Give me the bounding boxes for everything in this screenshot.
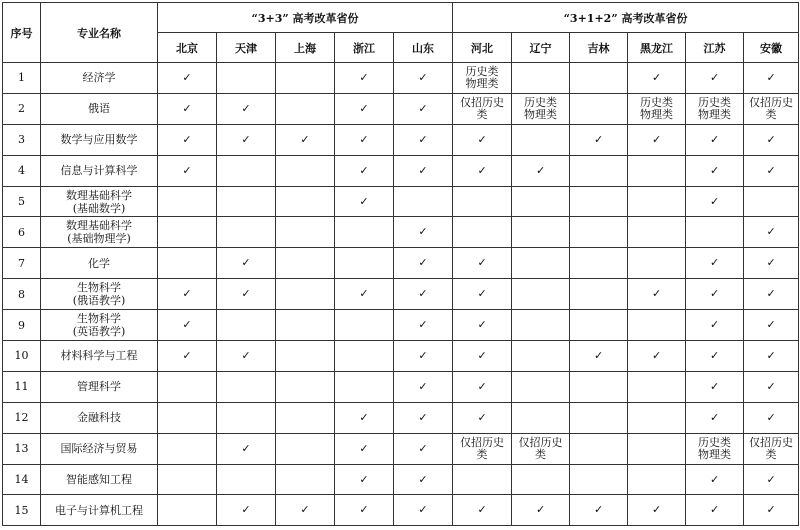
empty-cell [276,464,335,495]
table-row [3,371,799,402]
check-mark-icon: ✓ [453,371,512,402]
check-mark-icon: ✓ [158,155,217,186]
empty-cell [158,186,217,217]
row-number: 2 [3,93,41,124]
subject-note: 仅招历史 类 [512,433,570,464]
empty-cell [512,310,570,341]
province-header: 山东 [394,33,453,63]
empty-cell [570,248,628,279]
empty-cell [570,371,628,402]
row-number: 11 [3,371,41,402]
table-row [3,63,799,94]
empty-cell [335,217,394,248]
check-mark-icon: ✓ [276,495,335,526]
table-row [3,310,799,341]
row-number: 10 [3,341,41,372]
empty-cell [512,341,570,372]
check-mark-icon: ✓ [394,402,453,433]
check-mark-icon: ✓ [394,341,453,372]
check-mark-icon: ✓ [394,279,453,310]
empty-cell [276,433,335,464]
row-number: 14 [3,464,41,495]
check-mark-icon: ✓ [335,124,394,155]
check-mark-icon: ✓ [335,433,394,464]
empty-cell [628,433,686,464]
empty-cell [335,341,394,372]
province-header: 辽宁 [512,33,570,63]
check-mark-icon: ✓ [335,155,394,186]
empty-cell [453,186,512,217]
check-mark-icon: ✓ [744,217,799,248]
empty-cell [217,186,276,217]
empty-cell [276,63,335,94]
empty-cell [276,155,335,186]
empty-cell [512,279,570,310]
major-name: 生物科学 (英语教学) [41,310,158,341]
majors-province-table [2,2,799,526]
major-name: 智能感知工程 [41,464,158,495]
empty-cell [276,186,335,217]
province-header: 上海 [276,33,335,63]
empty-cell [512,124,570,155]
empty-cell [276,217,335,248]
check-mark-icon: ✓ [512,155,570,186]
row-number: 15 [3,495,41,526]
empty-cell [570,402,628,433]
check-mark-icon: ✓ [686,495,744,526]
table-row [3,217,799,248]
check-mark-icon: ✓ [335,93,394,124]
major-name: 生物科学 (俄语教学) [41,279,158,310]
empty-cell [570,310,628,341]
check-mark-icon: ✓ [628,124,686,155]
subject-note: 仅招历史 类 [453,93,512,124]
empty-cell [276,341,335,372]
subject-note: 仅招历史 类 [744,433,799,464]
check-mark-icon: ✓ [158,310,217,341]
subject-note: 历史类 物理类 [512,93,570,124]
check-mark-icon: ✓ [217,279,276,310]
empty-cell [570,279,628,310]
province-header: 安徽 [744,33,799,63]
check-mark-icon: ✓ [394,495,453,526]
check-mark-icon: ✓ [453,155,512,186]
empty-cell [158,433,217,464]
empty-cell [570,464,628,495]
check-mark-icon: ✓ [335,63,394,94]
empty-cell [158,464,217,495]
check-mark-icon: ✓ [686,341,744,372]
check-mark-icon: ✓ [453,402,512,433]
check-mark-icon: ✓ [453,279,512,310]
check-mark-icon: ✓ [335,464,394,495]
major-name: 数学与应用数学 [41,124,158,155]
major-name: 数理基础科学 (基础物理学) [41,217,158,248]
check-mark-icon: ✓ [394,248,453,279]
empty-cell [512,63,570,94]
empty-cell [628,155,686,186]
empty-cell [453,464,512,495]
table-row [3,124,799,155]
check-mark-icon: ✓ [628,63,686,94]
empty-cell [335,248,394,279]
empty-cell [512,186,570,217]
check-mark-icon: ✓ [744,402,799,433]
empty-cell [276,248,335,279]
check-mark-icon: ✓ [217,433,276,464]
check-mark-icon: ✓ [744,310,799,341]
check-mark-icon: ✓ [335,279,394,310]
check-mark-icon: ✓ [570,124,628,155]
empty-cell [628,310,686,341]
empty-cell [744,186,799,217]
check-mark-icon: ✓ [158,279,217,310]
empty-cell [628,248,686,279]
empty-cell [158,402,217,433]
row-number: 7 [3,248,41,279]
empty-cell [394,186,453,217]
check-mark-icon: ✓ [394,371,453,402]
check-mark-icon: ✓ [744,495,799,526]
check-mark-icon: ✓ [394,310,453,341]
empty-cell [276,310,335,341]
check-mark-icon: ✓ [744,341,799,372]
empty-cell [335,371,394,402]
table-row [3,402,799,433]
empty-cell [512,217,570,248]
check-mark-icon: ✓ [686,248,744,279]
major-name: 金融科技 [41,402,158,433]
major-name: 数理基础科学 (基础数学) [41,186,158,217]
check-mark-icon: ✓ [453,248,512,279]
major-name: 材料科学与工程 [41,341,158,372]
table-row [3,464,799,495]
check-mark-icon: ✓ [394,124,453,155]
subject-note: 仅招历史 类 [744,93,799,124]
major-name: 信息与计算科学 [41,155,158,186]
empty-cell [217,310,276,341]
empty-cell [570,63,628,94]
check-mark-icon: ✓ [158,124,217,155]
empty-cell [453,217,512,248]
table-row [3,433,799,464]
empty-cell [570,433,628,464]
subject-note: 历史类 物理类 [686,433,744,464]
major-name: 管理科学 [41,371,158,402]
subject-note: 历史类 物理类 [686,93,744,124]
check-mark-icon: ✓ [217,495,276,526]
seq-header: 序号 [3,3,41,63]
table-row [3,495,799,526]
empty-cell [686,217,744,248]
check-mark-icon: ✓ [217,124,276,155]
check-mark-icon: ✓ [394,155,453,186]
empty-cell [570,93,628,124]
row-number: 8 [3,279,41,310]
empty-cell [217,155,276,186]
table-row [3,279,799,310]
empty-cell [276,279,335,310]
check-mark-icon: ✓ [628,495,686,526]
check-mark-icon: ✓ [686,155,744,186]
province-header: 天津 [217,33,276,63]
empty-cell [512,464,570,495]
empty-cell [217,371,276,402]
check-mark-icon: ✓ [686,186,744,217]
check-mark-icon: ✓ [512,495,570,526]
empty-cell [217,217,276,248]
row-number: 5 [3,186,41,217]
empty-cell [276,402,335,433]
check-mark-icon: ✓ [686,402,744,433]
check-mark-icon: ✓ [686,310,744,341]
check-mark-icon: ✓ [217,341,276,372]
empty-cell [512,402,570,433]
empty-cell [158,371,217,402]
check-mark-icon: ✓ [628,279,686,310]
check-mark-icon: ✓ [686,124,744,155]
check-mark-icon: ✓ [744,124,799,155]
empty-cell [276,371,335,402]
check-mark-icon: ✓ [570,495,628,526]
check-mark-icon: ✓ [394,217,453,248]
check-mark-icon: ✓ [335,186,394,217]
row-number: 13 [3,433,41,464]
check-mark-icon: ✓ [158,63,217,94]
empty-cell [158,495,217,526]
province-header: 北京 [158,33,217,63]
table-row [3,248,799,279]
subject-note: 仅招历史 类 [453,433,512,464]
check-mark-icon: ✓ [394,464,453,495]
check-mark-icon: ✓ [744,464,799,495]
empty-cell [628,402,686,433]
check-mark-icon: ✓ [744,155,799,186]
major-name: 俄语 [41,93,158,124]
check-mark-icon: ✓ [453,310,512,341]
row-number: 4 [3,155,41,186]
empty-cell [570,186,628,217]
check-mark-icon: ✓ [217,93,276,124]
empty-cell [158,248,217,279]
empty-cell [570,217,628,248]
empty-cell [628,217,686,248]
check-mark-icon: ✓ [453,341,512,372]
empty-cell [628,464,686,495]
check-mark-icon: ✓ [686,464,744,495]
subject-note: 历史类 物理类 [453,63,512,94]
empty-cell [276,93,335,124]
empty-cell [512,248,570,279]
check-mark-icon: ✓ [394,433,453,464]
check-mark-icon: ✓ [394,93,453,124]
check-mark-icon: ✓ [158,341,217,372]
major-name: 经济学 [41,63,158,94]
check-mark-icon: ✓ [276,124,335,155]
check-mark-icon: ✓ [628,341,686,372]
check-mark-icon: ✓ [335,495,394,526]
major-name: 国际经济与贸易 [41,433,158,464]
row-number: 1 [3,63,41,94]
check-mark-icon: ✓ [686,371,744,402]
province-header: 黑龙江 [628,33,686,63]
province-header: 浙江 [335,33,394,63]
check-mark-icon: ✓ [744,279,799,310]
check-mark-icon: ✓ [744,248,799,279]
province-header: 河北 [453,33,512,63]
major-name: 电子与计算机工程 [41,495,158,526]
check-mark-icon: ✓ [217,248,276,279]
empty-cell [628,186,686,217]
group-3plus3-header: “3+3” 高考改革省份 [158,3,453,33]
empty-cell [217,402,276,433]
empty-cell [512,371,570,402]
check-mark-icon: ✓ [394,63,453,94]
empty-cell [217,63,276,94]
empty-cell [628,371,686,402]
empty-cell [570,155,628,186]
row-number: 9 [3,310,41,341]
check-mark-icon: ✓ [453,124,512,155]
table-row [3,341,799,372]
check-mark-icon: ✓ [158,93,217,124]
check-mark-icon: ✓ [686,63,744,94]
empty-cell [217,464,276,495]
check-mark-icon: ✓ [686,279,744,310]
empty-cell [335,310,394,341]
province-header: 江苏 [686,33,744,63]
check-mark-icon: ✓ [744,63,799,94]
row-number: 12 [3,402,41,433]
table-row [3,93,799,124]
major-name: 化学 [41,248,158,279]
table-row [3,186,799,217]
group-3plus1plus2-header: “3+1+2” 高考改革省份 [453,3,799,33]
check-mark-icon: ✓ [570,341,628,372]
check-mark-icon: ✓ [335,402,394,433]
check-mark-icon: ✓ [744,371,799,402]
province-header: 吉林 [570,33,628,63]
row-number: 3 [3,124,41,155]
subject-note: 历史类 物理类 [628,93,686,124]
table-row [3,155,799,186]
row-number: 6 [3,217,41,248]
check-mark-icon: ✓ [453,495,512,526]
major-header: 专业名称 [41,3,158,63]
empty-cell [158,217,217,248]
